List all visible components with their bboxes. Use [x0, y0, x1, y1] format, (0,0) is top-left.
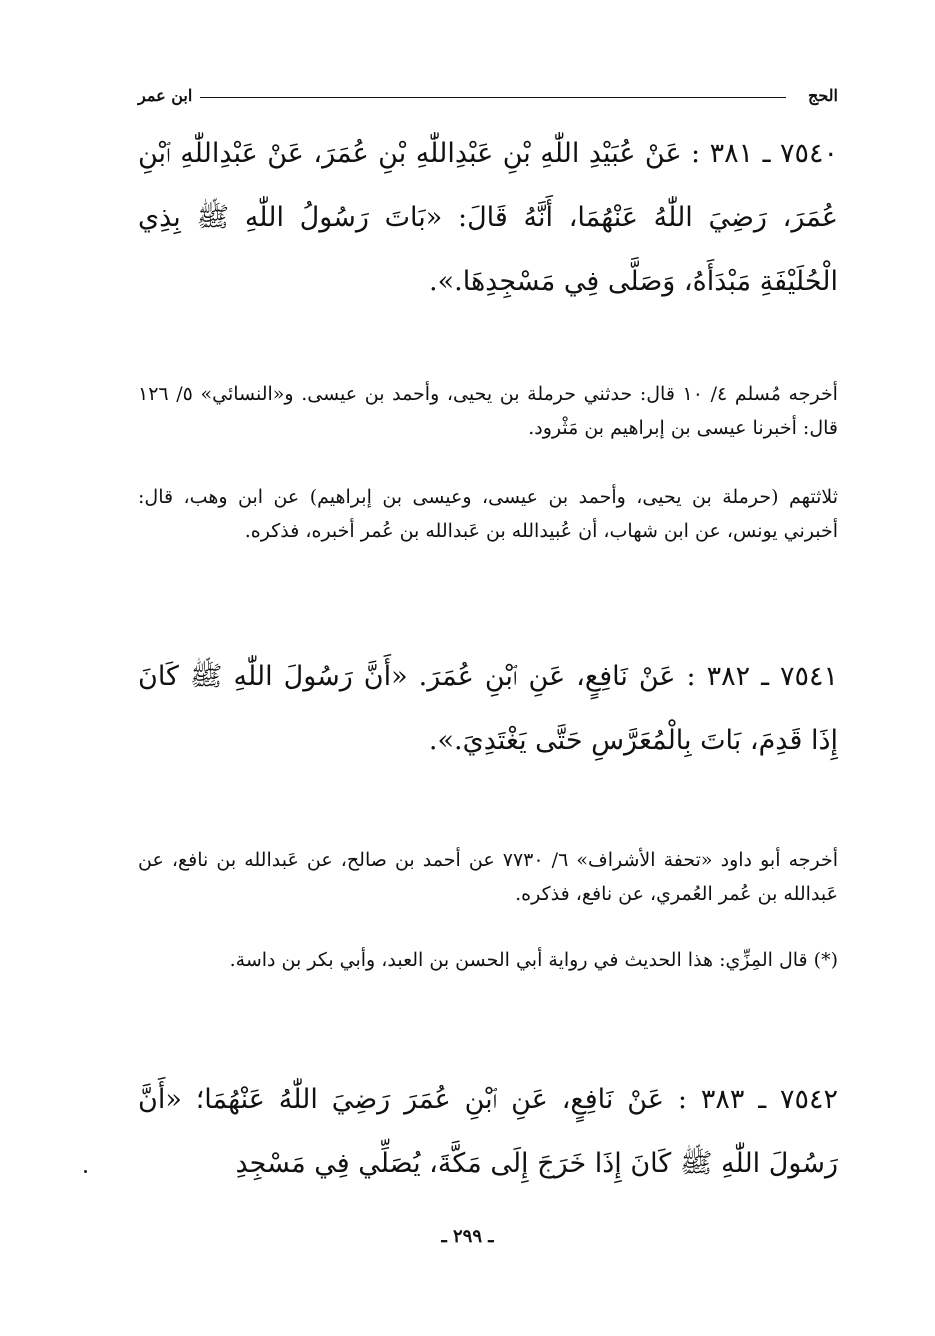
header-narrator-title: ابن عمر [138, 86, 193, 105]
takhrij-paragraph-7540-b: ثلاثتهم (حرملة بن يحيى، وأحمد بن عيسى، وعيسى بن إبراهيم) عن ابن وهب، قال: أخبرني يونس، عن ابن شهاب، أن عُبيدالله بن عَبدالله بن عُمر أخبره، فذكره. [138, 486, 838, 542]
takhrij-paragraph-7540-a: أخرجه مُسلم ٤/ ١٠ قال: حدثني حرملة بن يحيى، وأحمد بن عيسى. و«النسائي» ٥/ ١٢٦ قال: أخبرنا عيسى بن إبراهيم بن مَثْرود. [138, 383, 838, 439]
header-chapter-title: الحج [808, 86, 838, 105]
running-header [138, 86, 838, 110]
footnote-7541: (*) قال المِزِّي: هذا الحديث في رواية أبي الحسن بن العبد، وأبي بكر بن داسة. [229, 949, 838, 971]
hadith-text-7540: ٧٥٤٠ ـ ٣٨١ : عَنْ عُبَيْدِ اللّٰهِ بْنِ عَبْدِاللّٰهِ بْنِ عُمَرَ، عَنْ عَبْدِاللّٰهِ ٱبْنِ عُمَرَ، رَضِيَ اللّٰهُ عَنْهُمَا، أَنَّهُ قَالَ: «بَاتَ رَسُولُ اللّٰهِ ﷺ بِذِي الْحُلَيْفَةِ مَبْدَأَهُ، وَصَلَّى فِي مَسْجِدِهَا.». [138, 138, 839, 297]
page-number: ـ ٢٩٩ ـ [441, 1226, 494, 1247]
stray-dot-mark [84, 1170, 87, 1173]
hadith-text-7542: ٧٥٤٢ ـ ٣٨٣ : عَنْ نَافِعٍ، عَنِ ٱبْنِ عُمَرَ رَضِيَ اللّٰهُ عَنْهُمَا؛ «أَنَّ رَسُولَ اللّٰهِ ﷺ كَانَ إِذَا خَرَجَ إِلَى مَكَّةَ، يُصَلِّي فِي مَسْجِدِ [138, 1084, 838, 1179]
hadith-text-7541: ٧٥٤١ ـ ٣٨٢ : عَنْ نَافِعٍ، عَنِ ٱبْنِ عُمَرَ. «أَنَّ رَسُولَ اللّٰهِ ﷺ كَانَ إِذَا قَدِمَ، بَاتَ بِالْمُعَرَّسِ حَتَّى يَغْتَدِيَ.». [138, 661, 838, 756]
header-rule [200, 97, 786, 98]
takhrij-paragraph-7541: أخرجه أبو داود «تحفة الأشراف» ٦/ ٧٧٣٠ عن أحمد بن صالح، عن عَبدالله بن نافع، عن عَبدالله بن عُمر العُمري، عن نافع، فذكره. [138, 849, 839, 905]
